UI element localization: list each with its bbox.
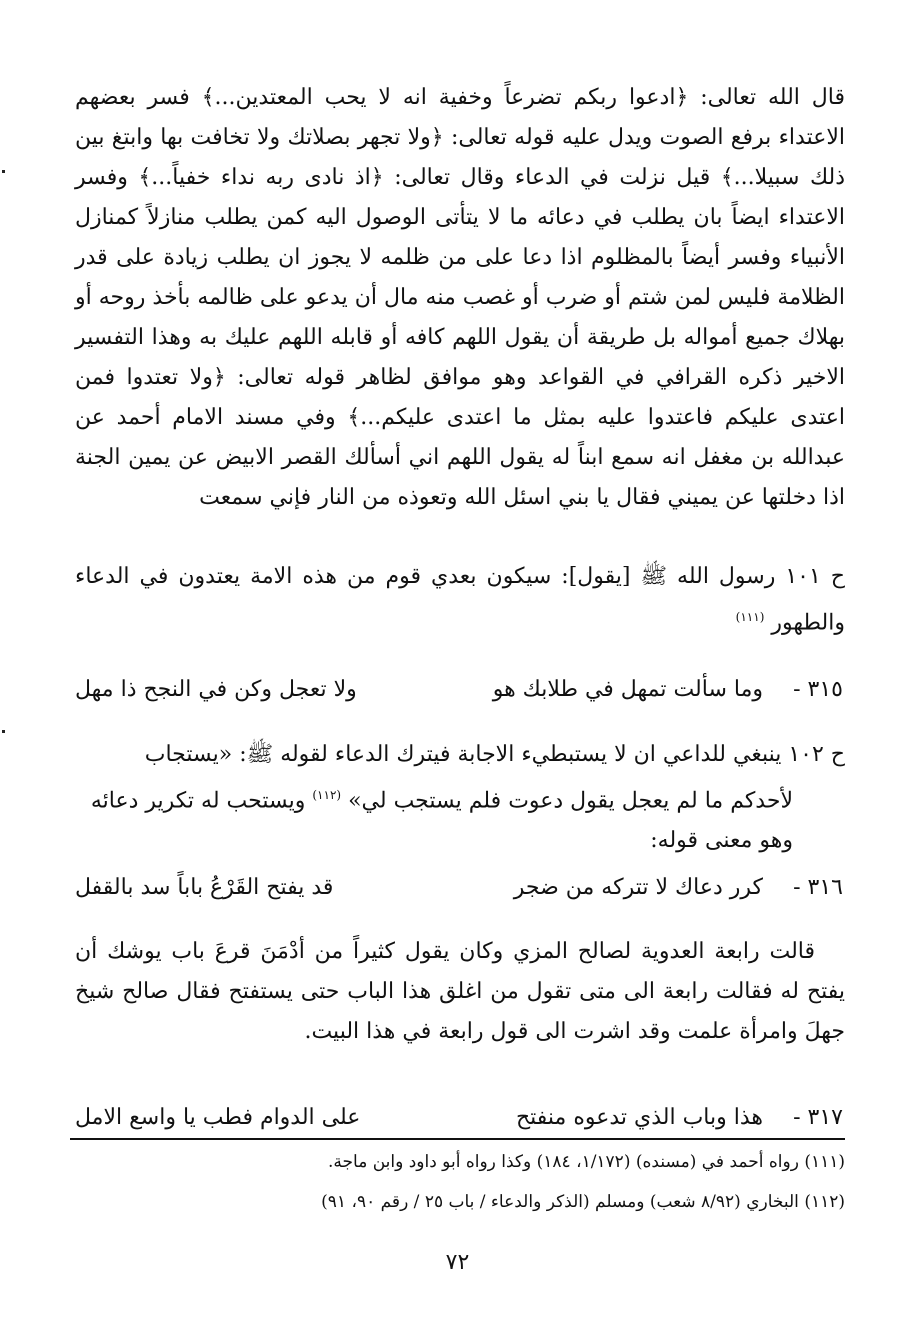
hadith-102-ref: (١١٢) — [312, 788, 342, 802]
verse-first-hemistich: وما سألت تمهل في طلابك هو — [492, 677, 763, 702]
scan-mark — [2, 170, 5, 173]
verse-number: ٣١٥ - — [793, 677, 843, 702]
verse-number: ٣١٦ - — [793, 875, 843, 900]
verse-second-hemistich: قد يفتح القَرْعُ باباً سد بالقفل — [75, 875, 334, 900]
paragraph-main: قال الله تعالى: ﴿ادعوا ربكم تضرعاً وخفية انه لا يحب المعتدين...﴾ فسر بعضهم الاعتداء برفع الصوت ويدل عليه قوله تعالى: ﴿ولا تجهر بصلاتك ولا تخافت بها وابتغ بين ذلك سبيلا...﴾ قيل نزلت في الدعاء وقال تعالى: ﴿اذ نادى ربه نداء خفياً...﴾ وفسر الاعتداء ايضاً بان يطلب في دعائه ما لا يتأتى الوصول اليه كمن يطلب منازلاً كمنازل الأنبياء وفسر أيضاً بالمظلوم اذا دعا على من ظلمه لا يجوز ان يطلب زيادة على قدر الظلامة فليس لمن شتم أو ضرب أو غصب منه مال أن يدعو على ظالمه بأخذ روحه أو بهلاك جميع أمواله بل طريقة أن يقول اللهم كافه أو قابله اللهم عليك به وهذا التفسير الاخير ذكره القرافي في القواعد وهو موافق لظاهر قوله تعالى: ﴿ولا تعتدوا فمن اعتدى عليكم فاعتدوا عليه بمثل ما اعتدى عليكم...﴾ وفي مسند الامام أحمد عن عبدالله بن مغفل انه سمع ابناً له يقول اللهم اني أسألك القصر الابيض عن يمين الجنة اذا دخلتها عن يميني فقال يا بني اسئل الله وتعوذه من النار فإني سمعت — [75, 85, 845, 510]
verse-317 — [75, 1098, 843, 1138]
verse-first-hemistich: هذا وباب الذي تدعوه منفتح — [515, 1105, 763, 1130]
hadith-102-text-line1: ينبغي للداعي ان لا يستبطيء الاجابة فيترك الدعاء لقوله ﷺ: «يستجاب — [144, 742, 782, 767]
hadith-101 — [75, 557, 845, 643]
footnote-text: رواه أحمد في (مسنده) (١/١٧٢، ١٨٤) وكذا رواه أبو داود وابن ماجة. — [327, 1152, 799, 1172]
hadith-102 — [75, 735, 845, 861]
footnote-divider — [70, 1138, 845, 1140]
footnote-112 — [70, 1188, 845, 1216]
scan-mark — [2, 730, 5, 733]
verse-second-hemistich: على الدوام فطب يا واسع الامل — [75, 1105, 361, 1130]
hadith-101-ref: (١١١) — [735, 610, 765, 624]
paragraph-rabia: قالت رابعة العدوية لصالح المزي وكان يقول كثيراً من أدْمَنَ قرعَ باب يوشك أن يفتح له فقالت رابعة الى متى تقول من اغلق هذا الباب حتى يستفتح فقال صالح شيخ جهلَ وامرأة علمت وقد اشرت الى قول رابعة في هذا البيت. — [75, 939, 845, 1044]
verse-315 — [75, 670, 843, 710]
verse-number: ٣١٧ - — [793, 1105, 843, 1130]
page-number: ٧٢ — [445, 1250, 470, 1275]
verse-second-hemistich: ولا تعجل وكن في النجح ذا مهل — [75, 677, 357, 702]
footnote-111 — [70, 1148, 845, 1176]
hadith-101-text: رسول الله ﷺ [يقول]: سيكون بعدي قوم من هذه الامة يعتدون في الدعاء والطهور — [75, 564, 845, 636]
footnote-text: البخاري (٨/٩٢ شعب) ومسلم (الذكر والدعاء / باب ٢٥ / رقم ٩٠، ٩١) — [321, 1192, 799, 1212]
footnote-number: (١١١) — [804, 1152, 845, 1172]
hadith-102-text-after: ويستحب له تكرير دعائه وهو معنى قوله: — [90, 788, 793, 854]
verse-316 — [75, 868, 843, 908]
verse-first-hemistich: كرر دعاك لا تتركه من ضجر — [513, 875, 763, 900]
hadith-102-label: ح ١٠٢ — [788, 742, 845, 767]
hadith-101-label: ح ١٠١ — [785, 564, 845, 589]
footnote-number: (١١٢) — [804, 1192, 845, 1212]
hadith-102-text-rest: لأحدكم ما لم يعجل يقول دعوت فلم يستجب لي» — [348, 788, 793, 814]
